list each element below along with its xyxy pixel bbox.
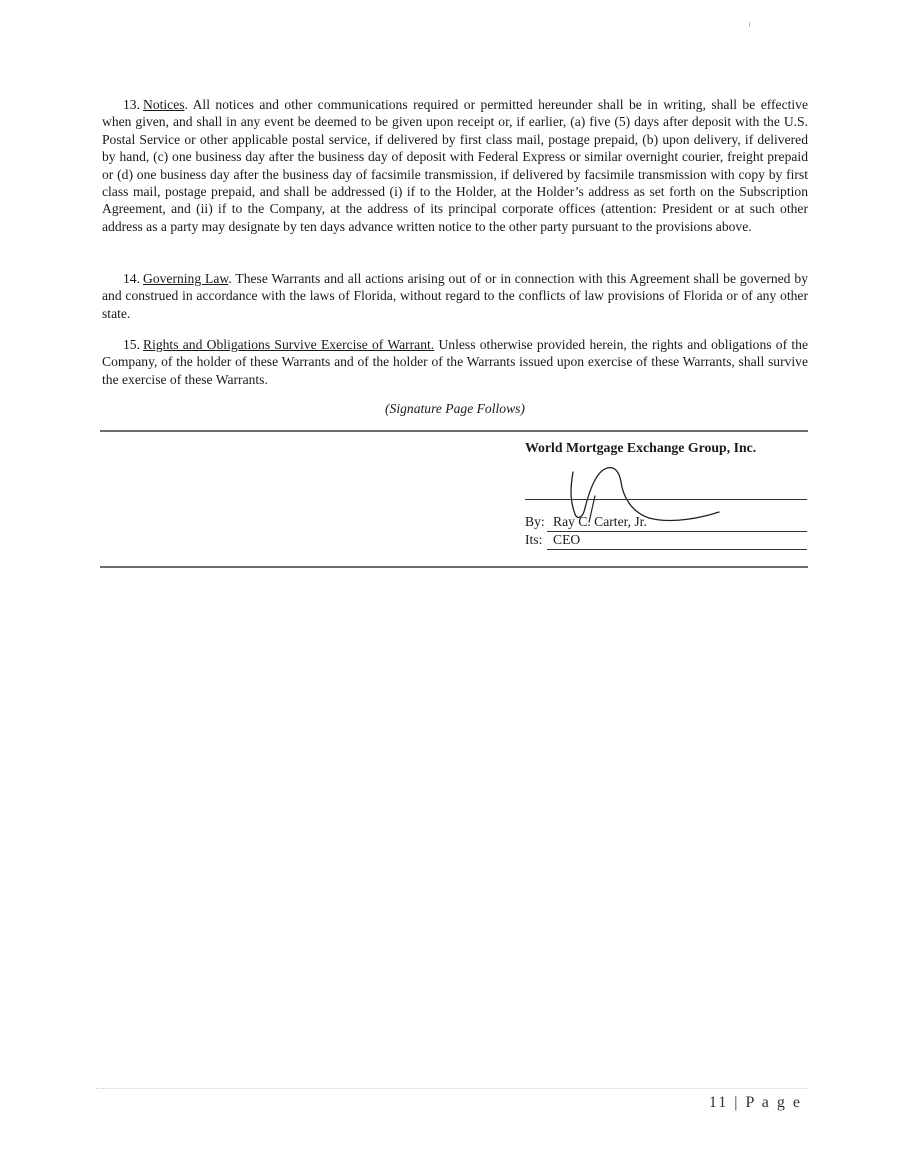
signer-name: Ray C. Carter, Jr. [553,514,647,529]
by-label: By: [525,514,545,529]
signature-block-top-rule [100,430,808,432]
scan-mark [749,22,750,27]
company-name: World Mortgage Exchange Group, Inc. [525,440,757,455]
section-body: Unless otherwise provided herein, the rights and obligations of the Company, of the holder of these Warrants and of the holder of the Warrants issued upon exercise of these Warrants, shall survive the exercise of these Warrants. [102,337,809,387]
signer-title-underline [547,549,807,550]
signature-page-note: (Signature Page Follows) [385,401,525,416]
footer-rule [96,1088,808,1089]
section-survival [102,336,808,388]
section-heading: Governing Law [143,271,229,286]
section-governing-law [102,270,808,322]
section-body: . These Warrants and all actions arising out of or in connection with this Agreement shall be governed by and construed in accordance with the laws of Florida, without regard to the conflicts of law provisions of Florida or of any other state. [102,271,808,321]
signer-title-row [525,532,581,548]
signer-name-row [525,514,647,530]
signature-line [525,499,807,500]
section-number: 15. [123,337,140,352]
section-number: 13. [123,97,140,112]
section-notices [102,96,808,235]
signer-title: CEO [553,532,581,547]
section-number: 14. [123,271,140,286]
its-label: Its: [525,532,543,547]
section-body: . All notices and other communications required or permitted hereunder shall be in writing, shall be effective when given, and shall in any event be deemed to be given upon receipt or, if earlier, (a) five (5) days after deposit with the U.S. Postal Service or other applicable postal service, if delivered by first class mail, postage prepaid, (b) upon delivery, if delivered by hand, (c) one business day after the business day of deposit with Federal Express or similar overnight courier, freight prepaid or (d) one business day after the business day of facsimile transmission, if delivered by facsimile transmission with copy by first class mail, postage prepaid, and shall be addressed (i) if to the Holder, at the Holder’s address as set forth on the Subscription Agreement, and (ii) if to the Company, at the address of its principal corporate offices (attention: President or at such other address as a party may designate by ten days advance written notice to the other party pursuant to the provisions above. [102,97,808,234]
page-number: 11 | P a g e [708,1094,802,1111]
section-heading: Rights and Obligations Survive Exercise of Warrant. [143,337,435,352]
section-heading: Notices [143,97,185,112]
signature-block-bottom-rule [100,566,808,568]
signer-name-underline [547,531,807,532]
